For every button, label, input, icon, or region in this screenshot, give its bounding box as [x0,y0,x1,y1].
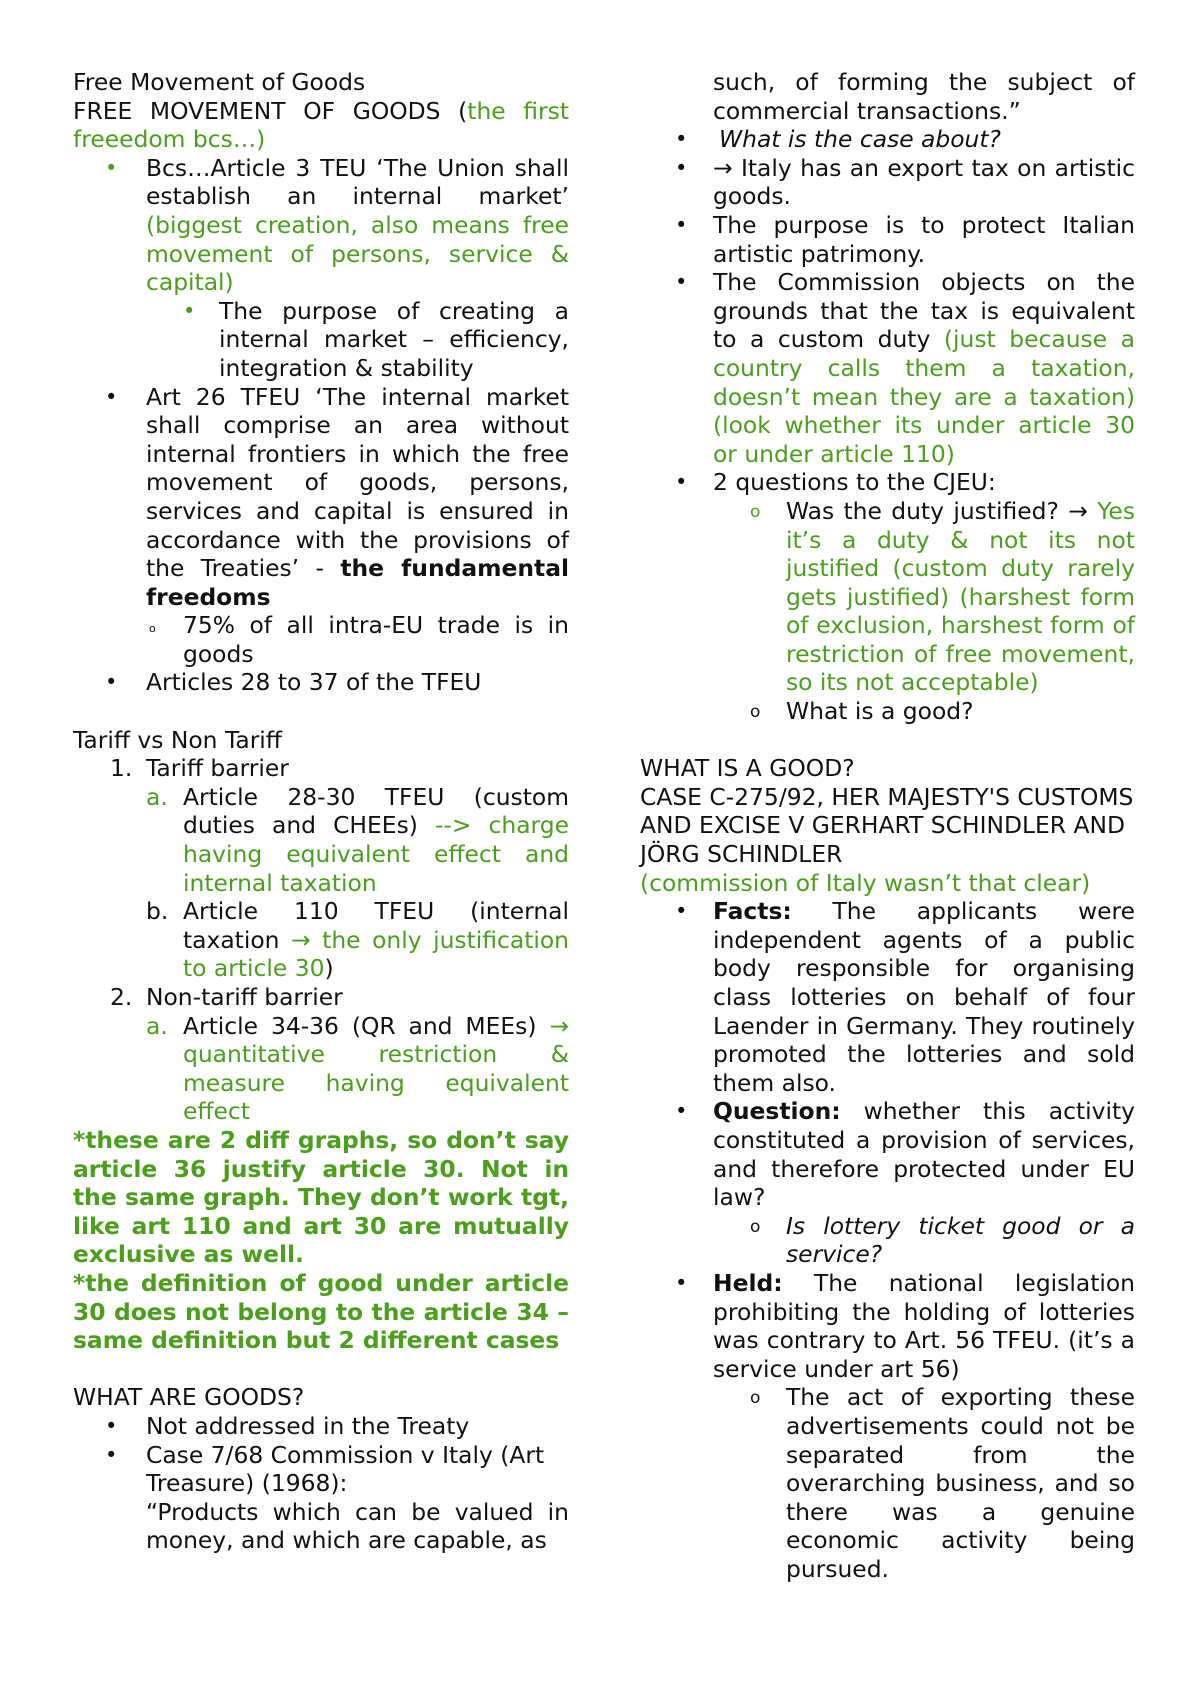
list-item-text: whether this activity constituted a provision of services, and therefore protected under EU law? [713,1097,1135,1212]
left-column [73,68,569,1555]
arrow-right-icon: → [1068,496,1088,525]
green-annotation: (biggest creation, also means free movement of persons, service & capital) [146,210,569,297]
spacer [73,697,569,726]
bullet-icon: • [105,1442,118,1467]
bullet-icon: • [675,212,688,237]
closing-paren: ) [324,954,334,983]
list-item-text: Bcs…Article 3 TEU ‘The Union shall establish an internal market’ [146,153,569,211]
section-heading-free-movement [73,97,569,154]
list-item-text: Art 26 TFEU ‘The internal market shall comprise an area without internal frontiers in which the free movement of goods, persons, services and capital is ensured in accordance with the provisions of the Treaties’ - [146,382,569,583]
list-item-text: 2 questions to the CJEU: [713,468,996,497]
list-item-question [640,1097,1135,1211]
letter-marker: a. [146,1011,168,1040]
hollow-circle-bullet-icon: o [149,622,156,636]
bullet-icon: • [105,670,118,695]
list-item-two-questions [640,468,1135,497]
sub-item-what-is-good [640,697,1135,726]
arrow-right-icon: → [713,153,733,182]
list-item-held [640,1269,1135,1383]
list-item-not-addressed [73,1412,569,1441]
question-label: Question: [713,1097,841,1126]
spacer [73,1355,569,1384]
list-item-facts [640,897,1135,1097]
bullet-icon: • [675,1270,688,1295]
list-item-text: Case 7/68 Commission v Italy (Art Treasure) (1968): [146,1440,545,1498]
bullet-icon: • [675,470,688,495]
list-item-text: The purpose is to protect Italian artistic patrimony. [713,210,1135,268]
list-item-case-7-68 [73,1441,569,1555]
arrow-right-icon: → [291,925,311,954]
green-annotation: the only justification to article 30 [183,925,569,983]
number-marker: 1. [110,754,133,783]
bullet-icon: • [105,155,118,180]
sub-item-text: The act of exporting these advertisements could not be separated from the overarching business, and so there was a genuine economic activity being pursued. [786,1383,1135,1583]
case-title-schindler: CASE C-275/92, HER MAJESTY'S CUSTOMS AND EXCISE V GERHART SCHINDLER AND JÖRG SCHINDLER [640,782,1134,869]
section-heading-what-are-goods: WHAT ARE GOODS? [73,1383,305,1412]
quote-continuation: such, of forming the subject of commercial transactions.” [713,68,1135,125]
list-item-export-tax [640,154,1135,211]
green-annotation: Yes it’s a duty & not its not justified (custom duty rarely gets justified) (harshest form of exclusion, harshest form of restriction of free movement, so its not acceptable) [786,496,1136,697]
sub-item-text: 75% of all intra-EU trade is in goods [183,611,569,668]
lettered-item-article-110 [73,897,569,983]
green-annotation: (just because a country calls them a taxation, doesn’t mean they are a taxation) (look whether its under article 30 or under article 110) [713,325,1135,468]
bullet-icon: • [675,270,688,295]
green-annotation: --> charge having equivalent effect and internal taxation [183,811,570,897]
letter-marker: b. [146,897,169,926]
list-item-articles-28-37 [73,668,569,697]
heading-text: FREE MOVEMENT OF GOODS ( [73,96,468,125]
case-green-note: (commission of Italy wasn’t that clear) [640,868,1091,897]
list-item-text: Articles 28 to 37 of the TFEU [146,668,482,697]
bold-emphasis: the fundamental freedoms [146,554,570,611]
list-item-text: The national legislation prohibiting the holding of lotteries was contrary to Art. 56 TFEU. (it’s a service under art 56) [713,1268,1135,1383]
note-definition-of-good: *the definition of good under article 30 does not belong to the article 34 – same definition but 2 different cases [73,1268,569,1355]
lettered-item-text: Article 110 TFEU (internal taxation [183,897,569,954]
sub-item-text: What is a good? [786,697,974,726]
sub-item-duty-justified [640,497,1135,697]
sub-item-text: Is lottery ticket good or a service? [786,1211,1135,1269]
bullet-icon: • [675,899,688,924]
list-item-text: The Commission objects on the grounds that the tax is equivalent to a custom duty [713,268,1135,354]
arrow-right-icon: → [549,1011,570,1040]
green-annotation: quantitative restriction & measure having equivalent effect [183,1040,569,1126]
sub-item-intra-eu-trade [73,611,569,668]
document-title: Free Movement of Goods [73,68,366,96]
bullet-icon: • [183,298,196,323]
note-separate-graphs: *these are 2 diff graphs, so don’t say article 36 justify article 30. Not in the same graph. They don’t work tgt, like art 110 and art 30 are mutually exclusive as well. [73,1125,569,1269]
held-label: Held: [713,1268,783,1297]
list-item-text: What is the case about? [719,125,1001,154]
sub-item-text: The purpose of creating a internal market – efficiency, integration & stability [219,296,569,382]
list-item-article-3 [73,154,569,297]
lettered-item-article-28-30 [73,783,569,897]
letter-marker: a. [146,782,168,811]
hollow-circle-bullet-icon: o [750,1216,761,1237]
lettered-item-text: Article 34-36 (QR and MEEs) [183,1011,537,1040]
list-item-purpose [640,211,1135,268]
numbered-item-non-tariff-barrier [73,983,569,1012]
bullet-icon: • [105,1413,118,1438]
sub-item-exporting-advertisements [640,1383,1135,1583]
list-item-commission-objects [640,268,1135,468]
bullet-icon: • [675,155,688,180]
bullet-icon: • [675,1099,688,1124]
list-item-case-about [640,125,1135,154]
section-heading-what-is-a-good: WHAT IS A GOOD? [640,754,855,783]
list-item-text: The applicants were independent agents of a public body responsible for organising class lotteries on behalf of four Laender in Germany. They routinely promoted the lotteries and sold them also. [713,897,1136,1097]
hollow-circle-bullet-icon: o [750,1388,761,1409]
hollow-circle-bullet-icon: o [750,501,761,522]
lettered-item-article-34-36 [73,1012,569,1126]
numbered-item-tariff-barrier [73,754,569,783]
spacer [640,726,1135,755]
sub-item-internal-market-purpose [73,297,569,383]
bullet-icon: • [105,384,118,409]
right-column [640,68,1135,1583]
bullet-icon: • [675,127,688,152]
list-item-article-26 [73,383,569,612]
number-marker: 2. [110,983,133,1011]
sub-item-lottery-ticket [640,1212,1135,1269]
lettered-item-text: Article 28-30 TFEU (custom duties and CHEEs) [183,782,569,840]
heading-green-note: the first freeedom bcs…) [73,96,570,154]
list-item-text: Not addressed in the Treaty [146,1411,470,1440]
sub-item-text: Was the duty justified? [786,496,1059,525]
numbered-item-text: Non-tariff barrier [146,983,343,1011]
numbered-item-text: Tariff barrier [146,754,289,783]
section-heading-tariff: Tariff vs Non Tariff [73,725,282,754]
facts-label: Facts: [713,897,792,926]
hollow-circle-bullet-icon: o [750,702,761,723]
list-item-text: Italy has an export tax on artistic goods. [713,153,1136,211]
quote-text: “Products which can be valued in money, and which are capable, as [146,1497,569,1555]
